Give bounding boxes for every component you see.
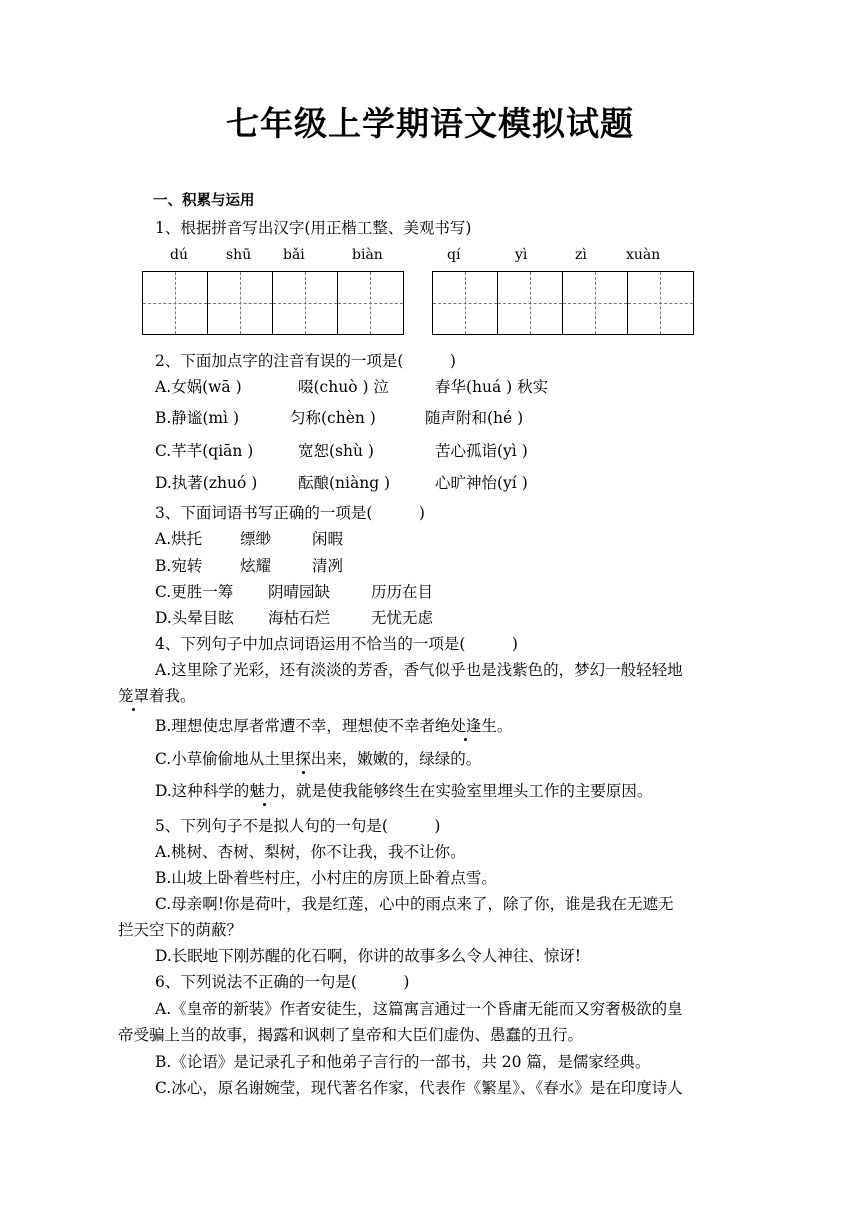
question-4-option-a-line2: 笼罩着我。 <box>118 687 196 705</box>
page-title: 七年级上学期语文模拟试题 <box>226 104 634 143</box>
writing-cell[interactable] <box>273 272 338 334</box>
question-5-option-a: A.桃树、杏树、梨树，你不让我，我不让你。 <box>155 843 466 861</box>
question-4-option-c: C.小草偷偷地从土里探出来，嫩嫩的，绿绿的。 <box>155 750 482 768</box>
pinyin-3: bǎi <box>283 247 305 263</box>
pinyin-1: dú <box>170 247 188 263</box>
question-6-option-a-line1: A.《皇帝的新装》作者安徒生，这篇寓言通过一个昏庸无能而又穷奢极欲的皇 <box>155 1000 683 1018</box>
pinyin-6: yì <box>515 247 528 263</box>
question-5-option-b: B.山坡上卧着些村庄，小村庄的房顶上卧着点雪。 <box>155 869 497 887</box>
dotted-word: 探 <box>295 750 311 768</box>
section-heading: 一、积累与运用 <box>153 193 255 209</box>
question-2-stem: 2、下面加点字的注音有误的一项是( ) <box>155 352 456 370</box>
question-5-option-d: D.长眠地下刚苏醒的化石啊，你讲的故事多么令人神往、惊讶! <box>155 947 582 965</box>
dotted-word: 魅力 <box>249 782 281 800</box>
question-4-option-a-line1: A.这里除了光彩，还有淡淡的芳香，香气似乎也是浅紫色的，梦幻一般轻轻地 <box>155 661 683 679</box>
question-4-option-b: B.理想使忠厚者常遭不幸，理想使不幸者绝处逢生。 <box>155 717 513 735</box>
question-6-option-c-line1: C.冰心，原名谢婉莹，现代著名作家，代表作《繁星》、《春水》是在印度诗人 <box>155 1079 683 1097</box>
writing-cell[interactable] <box>563 272 628 334</box>
question-1-stem: 1、根据拼音写出汉字(用正楷工整、美观书写) <box>155 219 472 237</box>
writing-cell[interactable] <box>498 272 563 334</box>
question-6-option-b: B.《论语》是记录孔子和他弟子言行的一部书，共 20 篇，是儒家经典。 <box>155 1053 651 1071</box>
writing-cell[interactable] <box>143 272 208 334</box>
question-3-stem: 3、下面词语书写正确的一项是( ) <box>155 504 425 522</box>
question-5-option-c-line2: 拦天空下的荫蔽？ <box>118 921 243 939</box>
question-6-stem: 6、下列说法不正确的一句是( ) <box>155 973 410 991</box>
writing-cell[interactable] <box>433 272 498 334</box>
question-4-option-d: D.这种科学的魅力，就是使我能够终生在实验室里埋头工作的主要原因。 <box>155 782 653 800</box>
writing-cell[interactable] <box>628 272 693 334</box>
dotted-word: 笼罩 <box>118 687 150 705</box>
question-6-option-a-line2: 帝受骗上当的故事，揭露和讽刺了皇帝和大臣们虚伪、愚蠢的丑行。 <box>118 1026 584 1044</box>
pinyin-8: xuàn <box>626 247 661 263</box>
dotted-word: 绝处逢生 <box>434 717 497 735</box>
question-4-stem: 4、下列句子中加点词语运用不恰当的一项是( ) <box>155 635 518 653</box>
writing-grid-left[interactable] <box>142 271 404 335</box>
question-5-option-c-line1: C.母亲啊!你是荷叶，我是红莲，心中的雨点来了，除了你，谁是我在无遮无 <box>155 895 674 913</box>
pinyin-7: zì <box>575 247 587 263</box>
writing-grid-right[interactable] <box>432 271 694 335</box>
writing-cell[interactable] <box>208 272 273 334</box>
question-5-stem: 5、下列句子不是拟人句的一句是( ) <box>155 817 441 835</box>
pinyin-4: biàn <box>352 247 383 263</box>
writing-cell[interactable] <box>338 272 403 334</box>
pinyin-5: qí <box>447 247 461 263</box>
pinyin-2: shū <box>226 247 252 263</box>
